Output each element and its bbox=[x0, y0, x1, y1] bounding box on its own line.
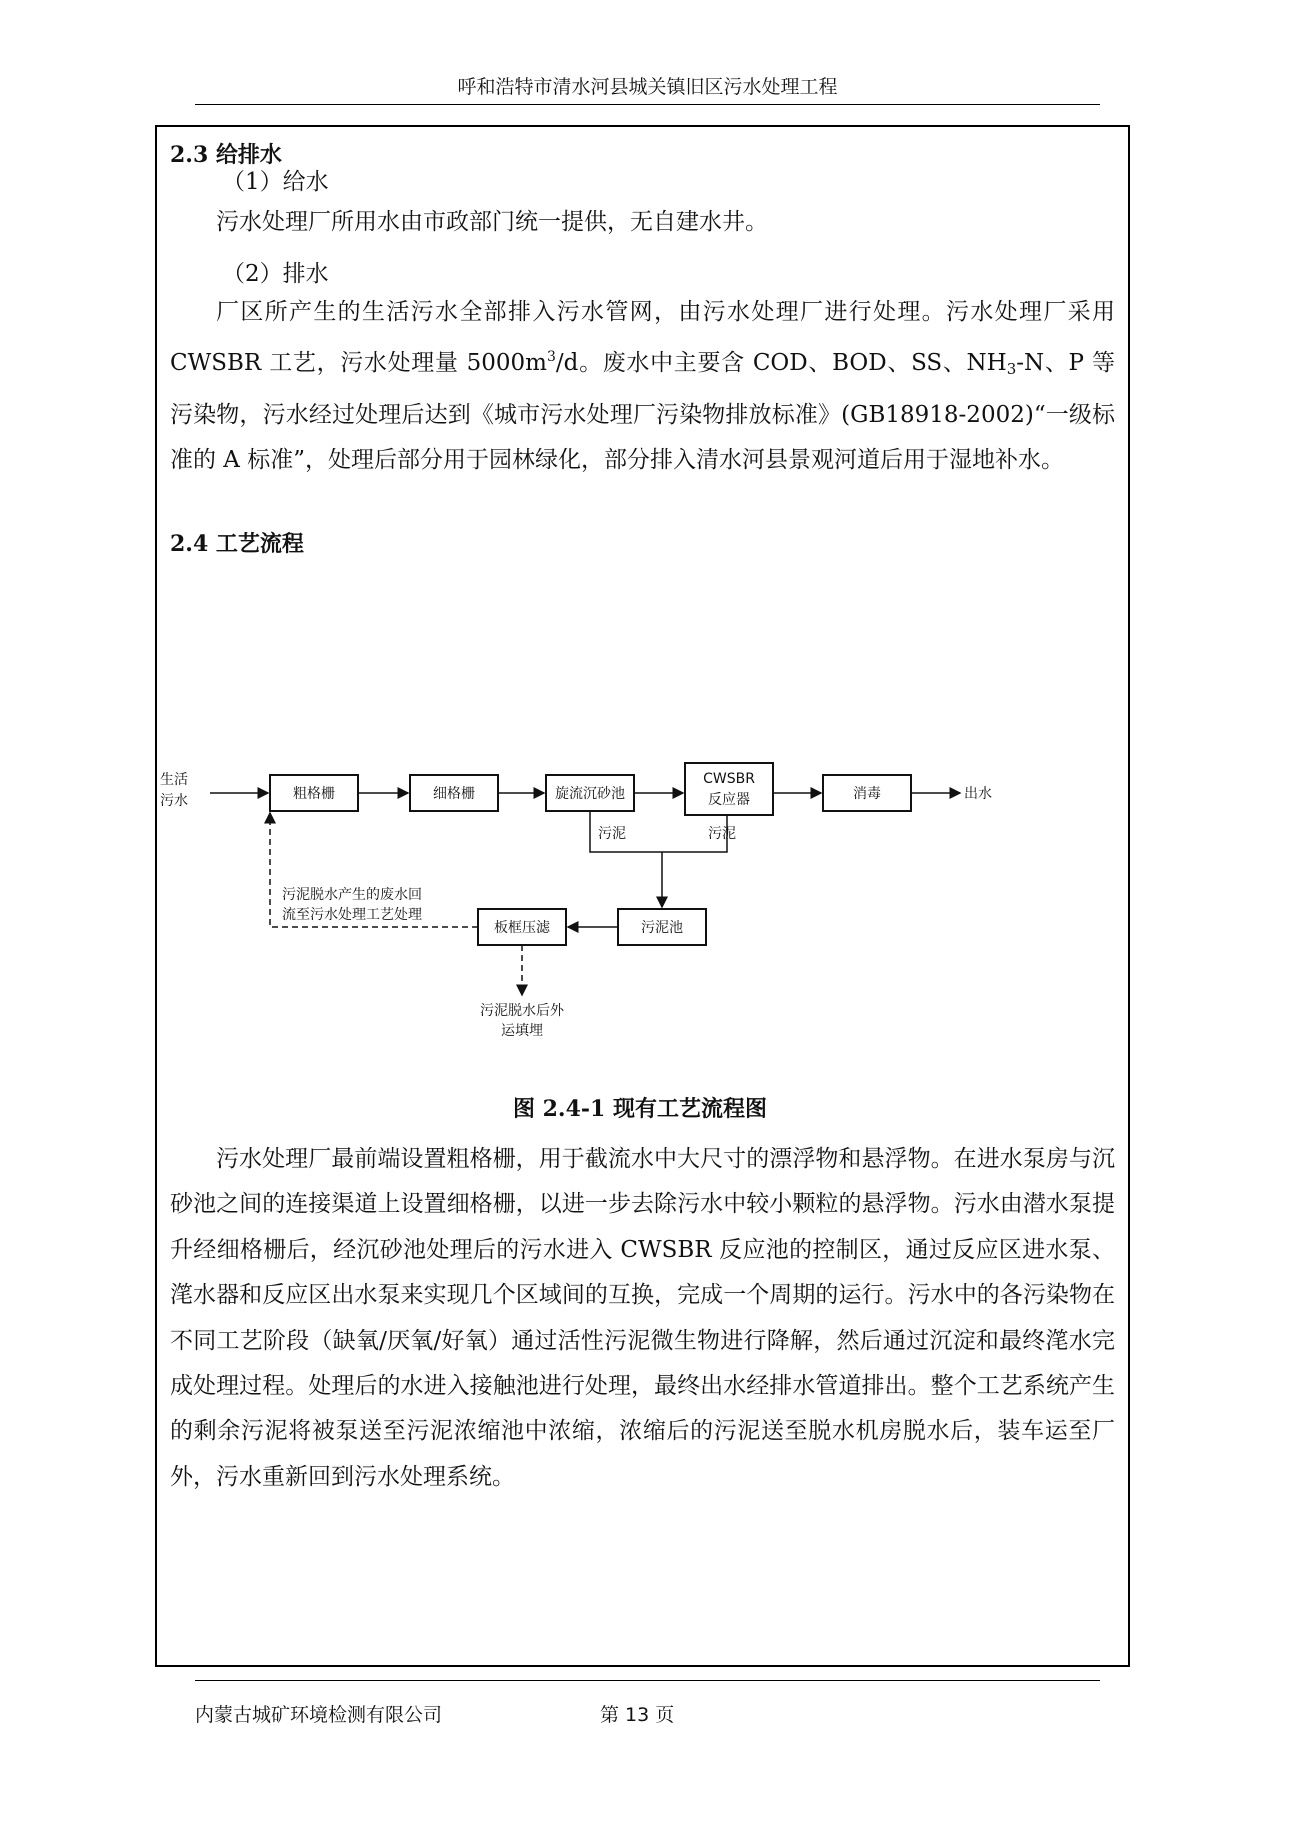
section-heading-2-3: 2.3 给排水 bbox=[170, 142, 282, 168]
fine-screen-label: 细格栅 bbox=[433, 786, 475, 802]
sludge-label-grit: 污泥 bbox=[598, 826, 626, 842]
grit-chamber-label: 旋流沉砂池 bbox=[555, 786, 625, 802]
paragraph-drainage: 厂区所产生的生活污水全部排入污水管网，由污水处理厂进行处理。污水处理厂采用 CWSBR 工艺，污水处理量 $5000m^3/d$。废水中主要含 COD、BOD、SS、$NH_3-N$、P 等污染物，污水经过处理后达到《城市污水处理厂污染物排放标准》(GB18918-2002)“一级标准的 A 标准”，处理后部分用于园林绿化，部分排入清水河县景观河道后用于湿地补水。 bbox=[170, 299, 1116, 474]
return-note-line2: 流至污水处理工艺处理 bbox=[282, 907, 422, 923]
sludge-label-reactor: 污泥 bbox=[708, 826, 736, 842]
coarse-screen-label: 粗格栅 bbox=[293, 786, 335, 802]
process-flow-diagram bbox=[160, 755, 1120, 1070]
return-note-line1: 污泥脱水产生的废水回 bbox=[282, 887, 422, 903]
page-header: 呼和浩特市清水河县城关镇旧区污水处理工程 bbox=[457, 76, 838, 98]
disposal-note-line2: 运填埋 bbox=[501, 1023, 543, 1039]
footer-divider bbox=[195, 1680, 1100, 1681]
paragraph-process-description: 污水处理厂最前端设置粗格栅，用于截流水中大尺寸的漂浮物和悬浮物。在进水泵房与沉砂池之间的连接渠道上设置细格栅，以进一步去除污水中较小颗粒的悬浮物。污水由潜水泵提升经细格栅后，经沉砂池处理后的污水进入 CWSBR 反应池的控制区，通过反应区进水泵、滗水器和反应区出水泵来实现几个区域间的互换，完成一个周期的运行。污水中的各污染物在不同工艺阶段（缺氧/厌氧/好氧）通过活性污泥微生物进行降解，然后通过沉淀和最终滗水完成处理过程。处理后的水进入接触池进行处理，最终出水经排水管道排出。整个工艺系统产生的剩余污泥将被泵送至污泥浓缩池中浓缩，浓缩后的污泥送至脱水机房脱水后，装车运至厂外，污水重新回到污水处理系统。 bbox=[170, 1146, 1115, 1490]
sludge-tank-label: 污泥池 bbox=[641, 920, 683, 936]
disposal-note-line1: 污泥脱水后外 bbox=[480, 1003, 564, 1019]
figure-caption: 图 2.4-1 现有工艺流程图 bbox=[512, 1096, 768, 1122]
subheading-drainage: （2）排水 bbox=[222, 261, 329, 287]
reactor-label-line2: 反应器 bbox=[708, 792, 750, 808]
disinfection-label: 消毒 bbox=[853, 786, 881, 802]
input-label-line2: 污水 bbox=[160, 793, 188, 809]
footer-company: 内蒙古城矿环境检测有限公司 bbox=[195, 1704, 443, 1726]
input-label-line1: 生活 bbox=[160, 772, 188, 788]
reactor-label-line1: CWSBR bbox=[703, 771, 755, 787]
header-divider bbox=[195, 104, 1100, 105]
filter-press-label: 板框压滤 bbox=[494, 920, 550, 936]
section-heading-2-4: 2.4 工艺流程 bbox=[170, 531, 304, 557]
subheading-water-supply: （1）给水 bbox=[222, 169, 329, 195]
paragraph-water-supply: 污水处理厂所用水由市政部门统一提供，无自建水井。 bbox=[216, 209, 768, 235]
footer-page-number: 第 13 页 bbox=[600, 1704, 675, 1726]
output-label: 出水 bbox=[964, 786, 992, 802]
